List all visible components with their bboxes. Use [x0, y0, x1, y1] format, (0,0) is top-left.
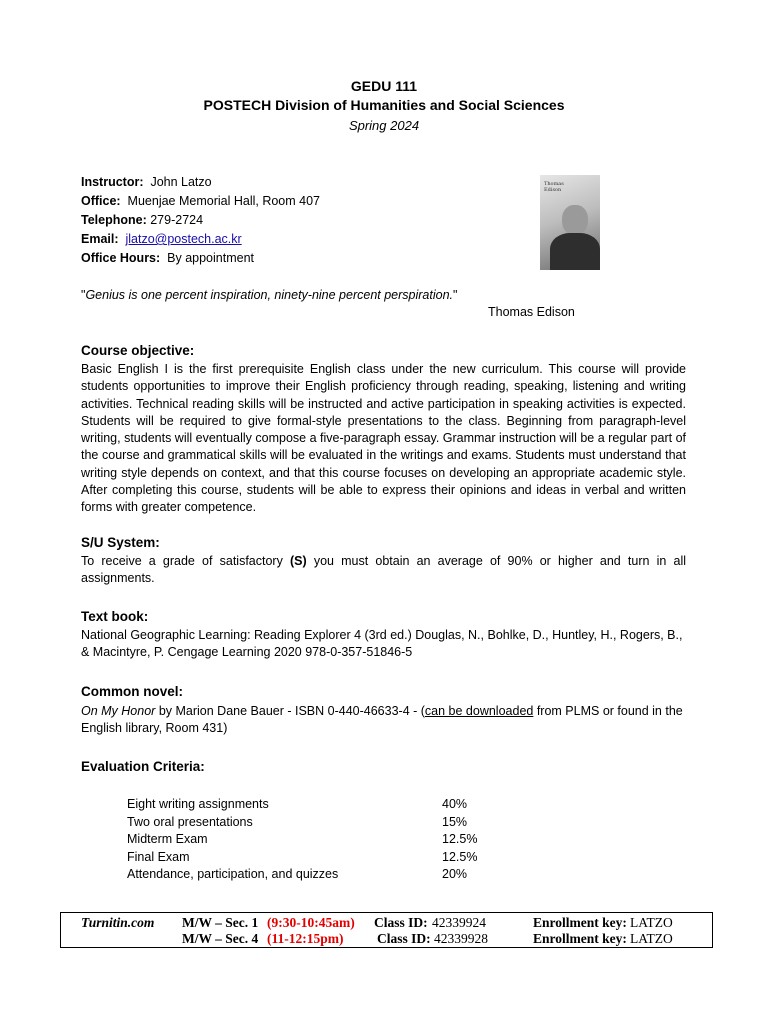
su-heading: S/U System:: [81, 535, 160, 550]
objective-heading: Course objective:: [81, 343, 195, 358]
portrait-face: [562, 205, 588, 235]
evaluation-label: Final Exam: [127, 850, 190, 864]
evaluation-percent: 20%: [442, 867, 468, 881]
office-label: Office:: [81, 194, 121, 208]
portrait-caption: Thomas Edison: [544, 181, 564, 193]
novel-heading: Common novel:: [81, 684, 184, 699]
su-body-bold: (S): [290, 554, 307, 568]
telephone-number: 279-2724: [150, 213, 204, 227]
su-body: [81, 553, 686, 588]
evaluation-percent: 40%: [442, 797, 468, 811]
turnitin-box: [60, 912, 713, 948]
textbook-body: National Geographic Learning: Reading Explorer 4 (3rd ed.) Douglas, N., Bohlke, D., Huntley, H., Rogers, B., & Macintyre, P. Cengage Learning 2020 978-0-357-51846-5: [81, 628, 683, 660]
section-4-time: (11-12:15pm): [267, 931, 344, 946]
portrait-coat: [550, 233, 600, 270]
evaluation-label: Midterm Exam: [127, 832, 208, 846]
evaluation-row: [127, 815, 527, 832]
evaluation-percent: 15%: [442, 815, 468, 829]
evaluation-percent: 12.5%: [442, 850, 478, 864]
quote: "Genius is one percent inspiration, ninety-nine percent perspiration.": [81, 288, 458, 302]
quote-author: Thomas Edison: [488, 305, 575, 319]
evaluation-row: [127, 797, 527, 814]
section-4-days: M/W – Sec. 4: [182, 931, 259, 946]
novel-body: [81, 703, 691, 738]
evaluation-percent: 12.5%: [442, 832, 478, 846]
instructor-name: John Latzo: [150, 175, 212, 189]
evaluation-label: Two oral presentations: [127, 815, 253, 829]
division-title: POSTECH Division of Humanities and Social Sciences: [203, 97, 565, 113]
email-link[interactable]: jlatzo@postech.ac.kr: [125, 232, 242, 246]
evaluation-row: [127, 850, 527, 867]
section-4-key-label: Enrollment key:: [533, 931, 627, 946]
evaluation-heading: Evaluation Criteria:: [81, 759, 205, 774]
office-hours-value: By appointment: [167, 251, 254, 265]
section-1-key: LATZO: [630, 915, 673, 930]
evaluation-label: Attendance, participation, and quizzes: [127, 867, 339, 881]
email-line: [81, 232, 242, 246]
office-location: Muenjae Memorial Hall, Room 407: [127, 194, 320, 208]
office-hours-line: [81, 251, 254, 265]
section-1-class-label: Class ID:: [374, 915, 428, 930]
section-4-class-id: 42339928: [434, 931, 488, 946]
evaluation-row: [127, 832, 527, 849]
su-body-pre: To receive a grade of satisfactory: [81, 554, 290, 568]
novel-title: On My Honor: [81, 704, 156, 718]
instructor-label: Instructor:: [81, 175, 144, 189]
section-1-days: M/W – Sec. 1: [182, 915, 259, 930]
quote-text: Genius is one percent inspiration, ninety-nine percent perspiration.: [85, 288, 454, 302]
office-hours-label: Office Hours:: [81, 251, 161, 265]
section-4-key: LATZO: [630, 931, 673, 946]
novel-tail: from PLMS or found in the English library, Room 431): [81, 704, 683, 736]
su-body-post: you must obtain an average of 90% or higher and turn in all assignments.: [81, 554, 686, 586]
section-1-time: (9:30-10:45am): [267, 915, 355, 930]
section-4-class-label: Class ID:: [377, 931, 431, 946]
term: Spring 2024: [348, 118, 420, 133]
novel-middle: by Marion Dane Bauer - ISBN 0-440-46633-4 - (: [155, 704, 425, 718]
textbook-heading: Text book:: [81, 609, 149, 624]
edison-portrait-image: [540, 175, 600, 270]
course-code: GEDU 111: [350, 78, 418, 94]
section-1-key-label: Enrollment key:: [533, 915, 627, 930]
telephone-label: Telephone:: [81, 213, 147, 227]
turnitin-site: Turnitin.com: [81, 915, 155, 930]
office-line: [81, 194, 320, 208]
objective-body: Basic English I is the first prerequisite English class under the new curriculum. This course will provide students opportunities to improve their English proficiency through reading, speaking, listening and writing activities. Technical reading skills will be instructed and active participation in speaking activities is expected. Students will be required to give formal-style presentations to the class. Beginning from paragraph-level writing, students will eventually compose a five-paragraph essay. Grammar instruction will be a regular part of the course and grammatical skills will be evaluated in the writings and exams. Students must understand that writing style depends on context, and that this course focuses on developing an appropriate academic style. After completing this course, students will be able to express their opinions and ideas in verbal and written forms with greater competence.: [81, 362, 686, 515]
instructor-line: [81, 175, 212, 189]
email-label: Email:: [81, 232, 119, 246]
evaluation-label: Eight writing assignments: [127, 797, 269, 811]
evaluation-row: [127, 867, 527, 884]
novel-download-link[interactable]: can be downloaded: [424, 704, 534, 718]
section-1-class-id: 42339924: [432, 915, 486, 930]
telephone-line: [81, 213, 203, 227]
